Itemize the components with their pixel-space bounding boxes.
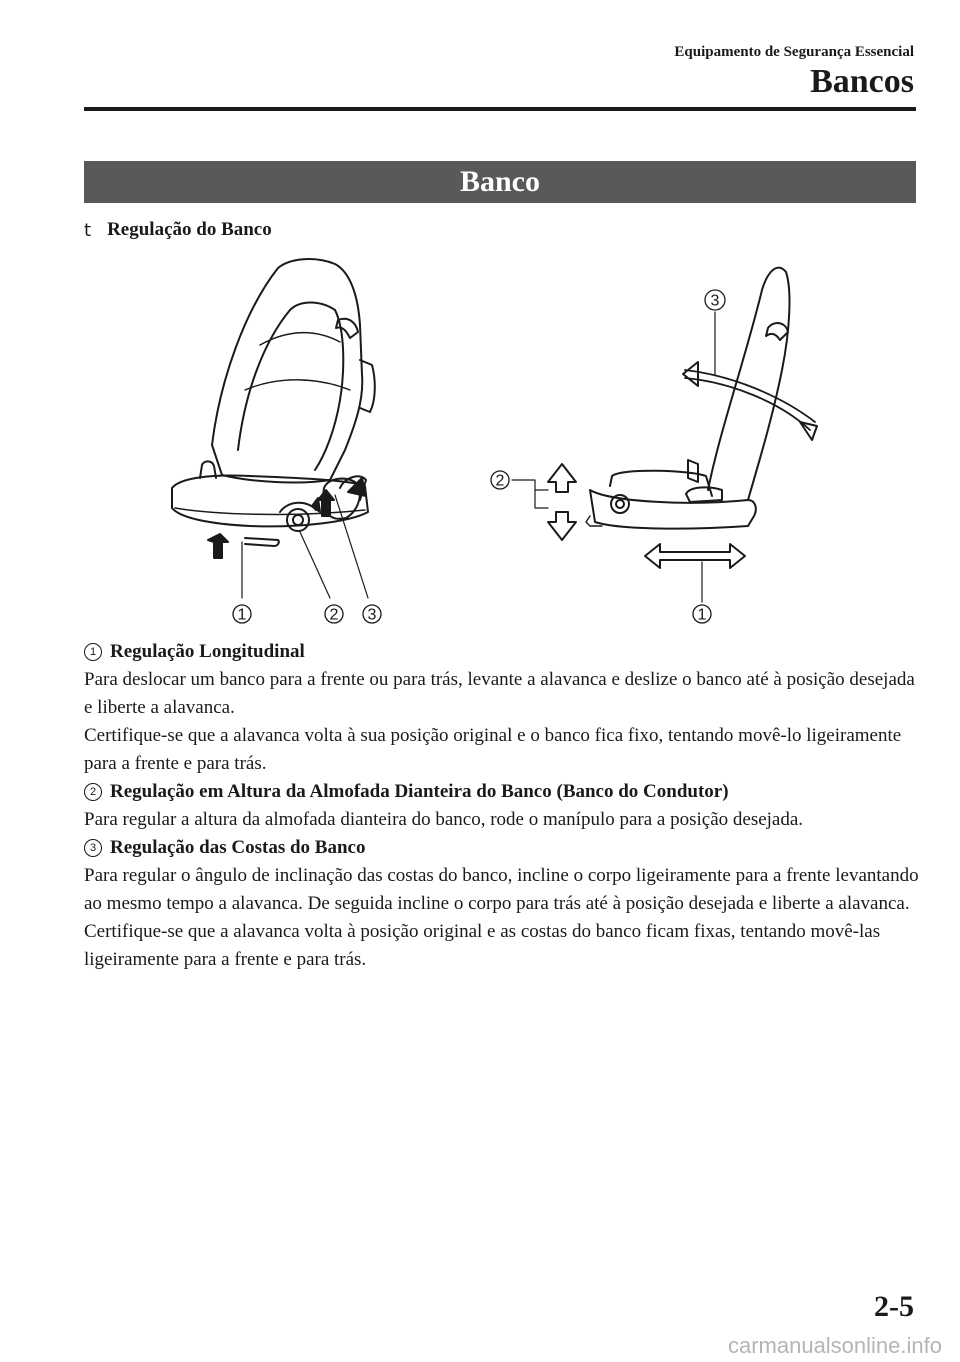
subsection-heading xyxy=(84,219,272,241)
item-title: Regulação Longitudinal xyxy=(110,641,305,662)
header-rule xyxy=(84,107,916,111)
callout-right-1: 1 xyxy=(697,606,707,624)
section-title: Bancos xyxy=(810,63,914,100)
page-number: 2-5 xyxy=(874,1290,914,1323)
paragraph: Certifique-se que a alavanca volta à posição original e as costas do banco ficam fixas, tentando movê-las ligeiramente para a frente e para trás. xyxy=(84,921,881,970)
callout-left-2: 2 xyxy=(329,606,339,624)
paragraph: Para regular o ângulo de inclinação das costas do banco, incline o corpo ligeiramente para a frente levantando ao mesmo tempo a alavanca. De seguida incline o corpo para trás até à posição desejada e liberte a alavanca. xyxy=(84,865,919,914)
paragraph: Certifique-se que a alavanca volta à sua posição original e o banco fica fixo, tentando movê-lo ligeiramente para a frente e para trás. xyxy=(84,725,902,774)
watermark: carmanualsonline.info xyxy=(727,1333,942,1358)
topic-banner: Banco xyxy=(84,161,916,203)
bullet-marker: t xyxy=(84,219,92,241)
seat-front-view xyxy=(172,259,381,623)
subsection-title: Regulação do Banco xyxy=(107,219,272,240)
callout-right-3: 3 xyxy=(710,292,720,310)
seat-adjustment-illustration xyxy=(150,250,850,630)
number-circle: 3 xyxy=(84,839,102,857)
callout-left-3: 3 xyxy=(367,606,377,624)
section-subtitle: Equipamento de Segurança Essencial xyxy=(674,44,914,60)
item-title: Regulação das Costas do Banco xyxy=(110,837,366,858)
number-circle: 2 xyxy=(84,783,102,801)
callout-right-2: 2 xyxy=(495,472,505,490)
item-heading xyxy=(84,778,924,806)
seat-side-view xyxy=(491,268,817,623)
paragraph: Para regular a altura da almofada dianteira do banco, rode o manípulo para a posição desejada. xyxy=(84,809,804,830)
paragraph: Para deslocar um banco para a frente ou para trás, levante a alavanca e deslize o banco até à posição desejada e liberte a alavanca. xyxy=(84,669,915,718)
item-title: Regulação em Altura da Almofada Dianteira do Banco (Banco do Condutor) xyxy=(110,781,729,802)
item-heading xyxy=(84,834,924,862)
number-circle: 1 xyxy=(84,643,102,661)
item-heading xyxy=(84,638,924,666)
instructions xyxy=(84,638,924,974)
callout-left-1: 1 xyxy=(237,606,247,624)
